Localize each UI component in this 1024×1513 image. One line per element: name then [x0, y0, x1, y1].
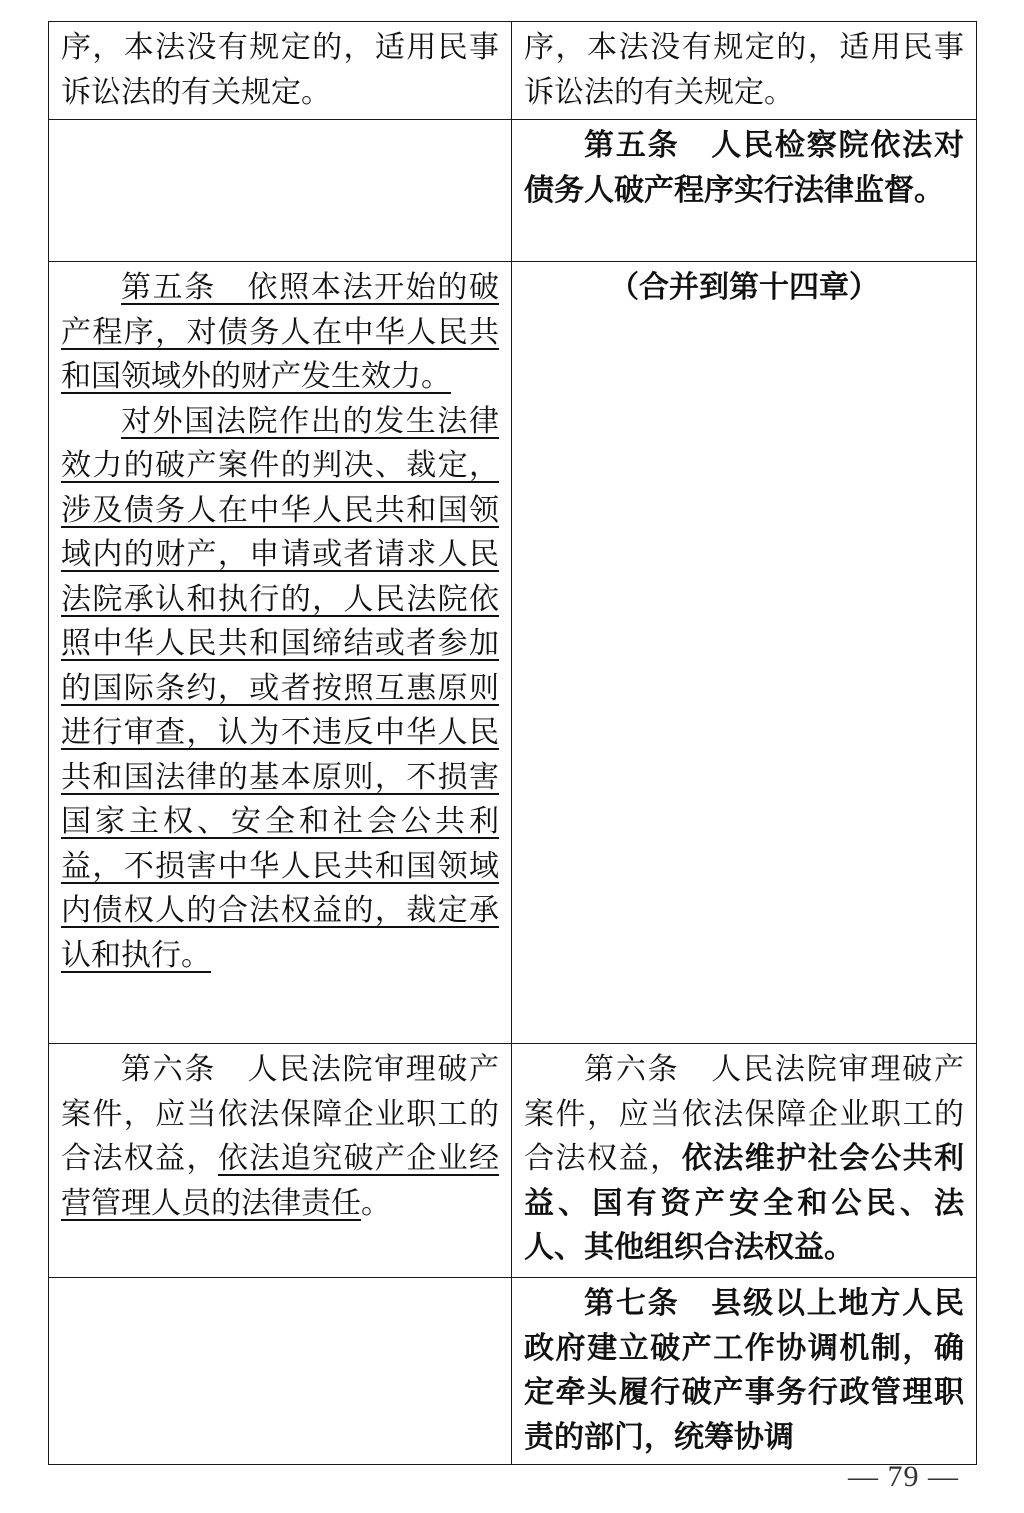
article-5-old-paragraph-2: 对外国法院作出的发生法律效力的破产案件的判决、裁定，涉及债务人在中华人民共和国领域内的财产，申请或者请求人民法院承认和执行的，人民法院依照中华人民共和国缔结或者参加的国际条约，或者按照互惠原则进行审查，认为不违反中华人民共和国法律的基本原则，不损害国家主权、安全和社会公共利益，不损害中华人民共和国领域内债权人的合法权益的，裁定承认和执行。 — [61, 403, 499, 973]
left-cell-empty — [49, 1278, 512, 1465]
article-6-old-deleted-text: 依法追究破产企业经营管理人员的法律责任 — [61, 1141, 500, 1221]
page-number: — 79 — — [848, 1460, 959, 1493]
right-cell — [512, 1278, 977, 1465]
merged-note: （合并到第十四章） — [609, 270, 879, 305]
article-6-old-text: 第六条 人民法院审理破产案件，应当依法保障企业职工的合法权益， — [61, 1052, 499, 1176]
article-7-new: 第七条 县级以上地方人民政府建立破产工作协调机制，确定牵头履行破产事务行政管理职责的部门，统筹协调 — [524, 1286, 964, 1455]
law-comparison-table — [48, 21, 977, 1465]
article-6-new — [524, 1048, 964, 1271]
article-6-new-text: 第六条 人民法院审理破产案件，应当依法保障企业职工的合法权益， — [524, 1052, 964, 1176]
table-row — [49, 1044, 977, 1278]
left-cell — [49, 262, 512, 1044]
table-row — [49, 22, 977, 120]
table-row — [49, 120, 977, 262]
article-5-new: 第五条 人民检察院依法对债务人破产程序实行法律监督。 — [524, 128, 964, 208]
right-cell — [512, 120, 977, 262]
cell-text: 序，本法没有规定的，适用民事诉讼法的有关规定。 — [524, 30, 964, 110]
article-6-old-tail: 。 — [361, 1185, 391, 1221]
table-row — [49, 1278, 977, 1465]
article-6-old — [61, 1048, 499, 1226]
table-row — [49, 262, 977, 1044]
right-cell — [512, 262, 977, 1044]
cell-text: 序，本法没有规定的，适用民事诉讼法的有关规定。 — [61, 30, 499, 110]
left-cell — [49, 1044, 512, 1278]
article-5-old-paragraph-1: 第五条 依照本法开始的破产程序，对债务人在中华人民共和国领域外的财产发生效力。 — [61, 270, 499, 394]
right-cell — [512, 1044, 977, 1278]
right-cell — [512, 22, 977, 120]
left-cell-empty — [49, 120, 512, 262]
left-cell — [49, 22, 512, 120]
article-6-new-added-text: 依法维护社会公共利益、国有资产安全和公民、法人、其他组织合法权益。 — [524, 1141, 965, 1265]
